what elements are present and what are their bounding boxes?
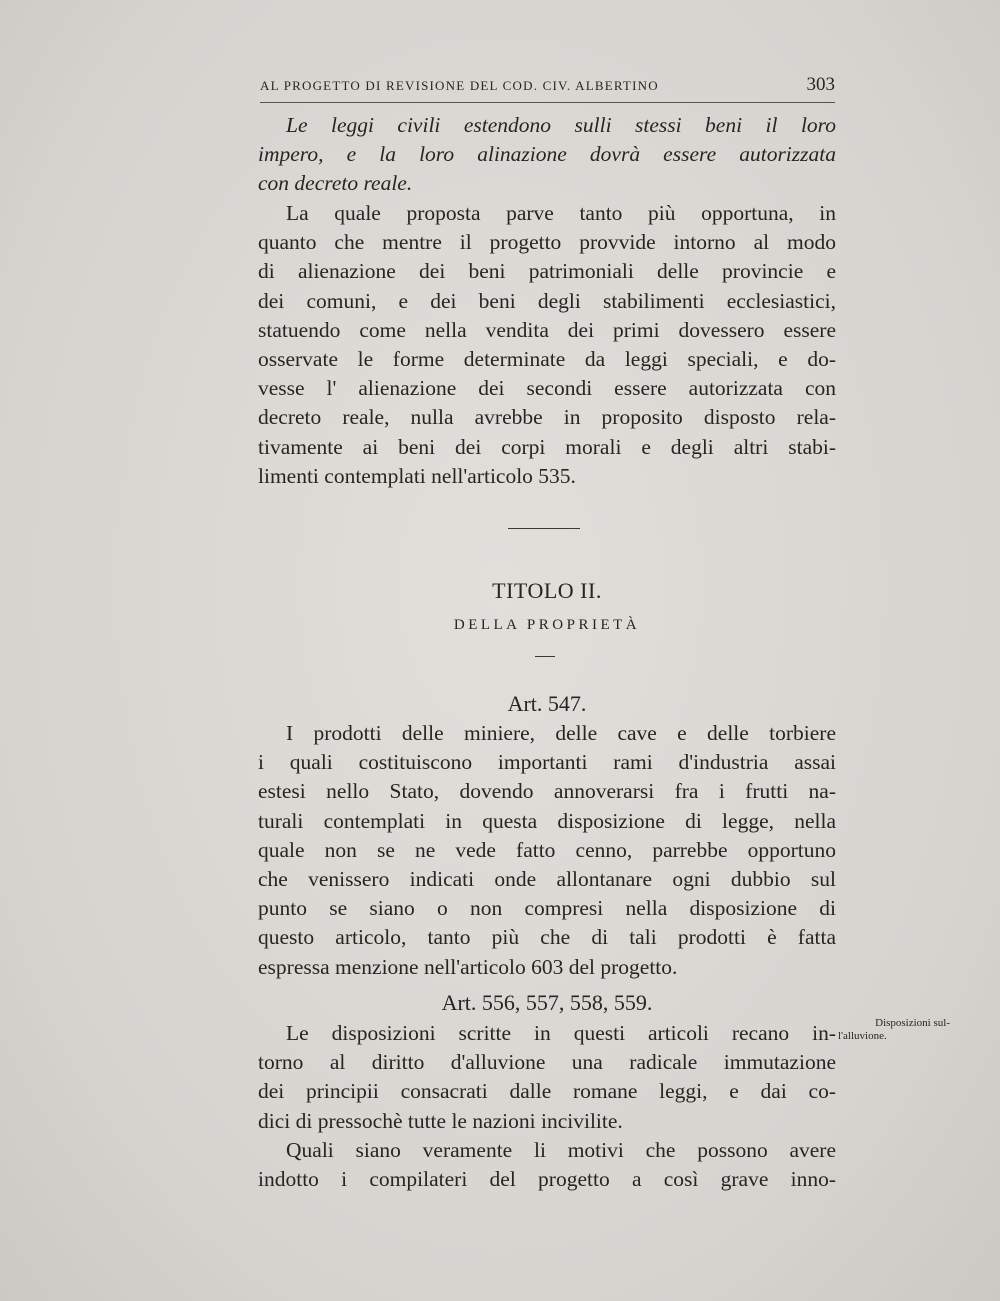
text-line: Quali siano veramente li motivi che possono avere: [286, 1137, 836, 1162]
text-line: decreto reale, nulla avrebbe in proposito disposto rela-: [258, 405, 836, 430]
text-line: dei principii consacrati dalle romane leggi, e dai co-: [258, 1079, 836, 1104]
text-line: I prodotti delle miniere, delle cave e delle torbiere: [286, 721, 836, 745]
text-line: turali contemplati in questa disposizione di legge, nella: [258, 808, 836, 833]
margin-note-line: l'alluvione.: [838, 1030, 887, 1042]
title-heading: TITOLO II.: [492, 578, 602, 603]
article-heading: Art. 556, 557, 558, 559.: [441, 990, 653, 1015]
article-556-body: [258, 1019, 836, 1194]
article-547-body: [258, 719, 836, 982]
text-line: statuendo come nella vendita dei primi dovessero essere: [258, 317, 836, 342]
text-line: Le leggi civili estendono sulli stessi beni il loro: [286, 113, 836, 137]
text-line: di alienazione dei beni patrimoniali delle provincie e: [258, 259, 836, 284]
text-line: osservate le forme determinate da leggi speciali, e do-: [258, 346, 836, 371]
text-line: torno al diritto d'alluvione una radicale immutazione: [258, 1050, 836, 1075]
text-line: limenti contemplati nell'articolo 535.: [258, 463, 576, 488]
text-line: vesse l' alienazione dei secondi essere autorizzata con: [258, 376, 836, 401]
text-line: i quali costituiscono importanti rami d'industria assai: [258, 750, 836, 775]
text-line: espressa menzione nell'articolo 603 del progetto.: [258, 954, 678, 979]
margin-note: [838, 1017, 950, 1043]
text-line: quale non se ne vede fatto cenno, parrebbe opportuno: [258, 837, 836, 862]
margin-note-line: Disposizioni sul-: [875, 1017, 950, 1029]
text-line: dei comuni, e dei beni degli stabilimenti ecclesiastici,: [258, 288, 836, 313]
text-line: dici di pressochè tutte le nazioni incivilite.: [258, 1108, 623, 1133]
paragraph-decree: [258, 111, 836, 199]
paragraph-proposal: [258, 199, 836, 491]
text-line: indotto i compilateri del progetto a così grave inno-: [258, 1166, 836, 1191]
text-line: questo articolo, tanto più che di tali prodotti è fatta: [258, 925, 836, 950]
text-line: quanto che mentre il progetto provvide intorno al modo: [258, 230, 836, 255]
text-line: estesi nello Stato, dovendo annoverarsi fra i frutti na-: [258, 779, 836, 804]
text-line: tivamente ai beni dei corpi morali e degli altri stabi-: [258, 434, 836, 459]
text-line: punto se siano o non compresi nella disposizione di: [258, 896, 836, 921]
text-line: che venissero indicati onde allontanare ogni dubbio sul: [258, 866, 836, 891]
text-line: La quale proposta parve tanto più opportuna, in: [286, 201, 836, 225]
article-heading: Art. 547.: [507, 691, 587, 716]
text-line: Le disposizioni scritte in questi articoli recano in-: [286, 1021, 836, 1045]
short-rule: [535, 656, 555, 657]
page-number: 303: [806, 74, 835, 95]
running-head: [260, 74, 835, 103]
text-line: con decreto reale.: [258, 171, 413, 196]
section-divider: [508, 528, 580, 529]
running-title: AL PROGETTO DI REVISIONE DEL COD. CIV. ALBERTINO: [260, 78, 659, 93]
text-line: impero, e la loro alinazione dovrà essere autorizzata: [258, 142, 836, 167]
title-subheading: DELLA PROPRIETÀ: [453, 617, 641, 633]
